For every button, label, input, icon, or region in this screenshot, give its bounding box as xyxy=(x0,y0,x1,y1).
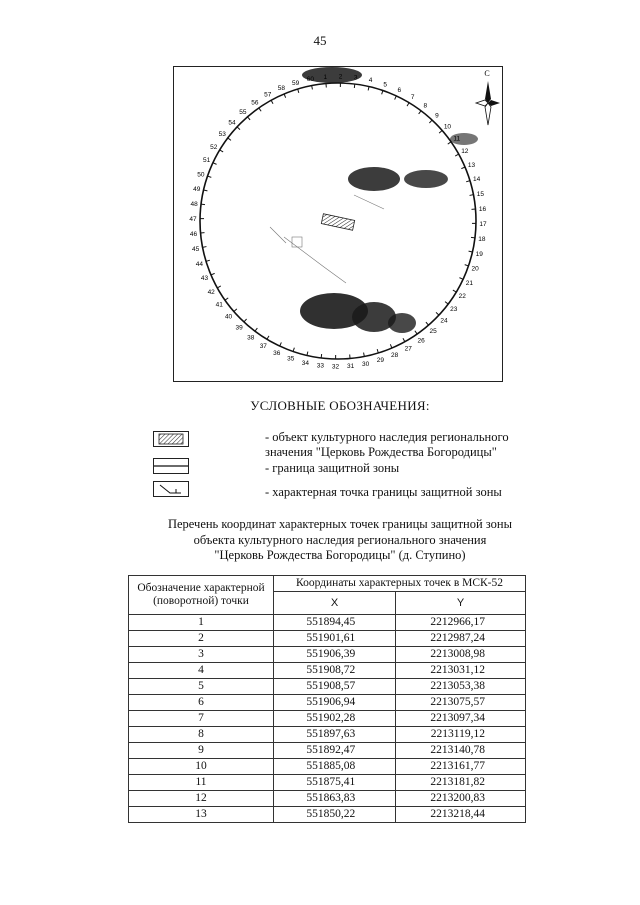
x-coordinate-cell: 551894,45 xyxy=(274,615,396,631)
boundary-point-marker xyxy=(465,265,469,266)
boundary-point-marker xyxy=(395,96,397,100)
y-coordinate-cell: 2213119,12 xyxy=(396,727,526,743)
boundary-point-label: 4 xyxy=(368,77,373,85)
boundary-point-label: 49 xyxy=(193,185,201,193)
boundary-point-label: 12 xyxy=(461,148,469,156)
table-row xyxy=(129,679,526,695)
y-coordinate-cell: 2212966,17 xyxy=(396,615,526,631)
boundary-point-marker xyxy=(455,154,458,156)
y-coordinate-cell: 2213075,57 xyxy=(396,695,526,711)
boundary-point-marker xyxy=(403,338,405,341)
boundary-point-marker xyxy=(244,319,247,322)
characteristic-point-icon xyxy=(153,481,189,497)
boundary-point-marker xyxy=(211,273,215,275)
boundary-point-marker xyxy=(259,108,261,111)
boundary-point-marker xyxy=(247,117,250,120)
boundary-point-label: 19 xyxy=(475,251,483,259)
svg-text:С: С xyxy=(484,69,490,78)
boundary-point-label: 55 xyxy=(239,109,247,117)
point-number-cell: 8 xyxy=(129,727,274,743)
boundary-point-marker xyxy=(234,309,237,312)
boundary-point-label: 33 xyxy=(316,362,324,370)
y-coordinate-cell: 2213200,83 xyxy=(396,791,526,807)
point-number-cell: 1 xyxy=(129,615,274,631)
boundary-point-label: 52 xyxy=(210,143,218,151)
boundary-point-label: 17 xyxy=(479,221,487,229)
coordinates-list-title xyxy=(0,517,640,564)
hatched-object-icon xyxy=(153,431,189,447)
site-plan-map xyxy=(173,66,503,382)
boundary-point-label: 44 xyxy=(195,260,203,268)
boundary-point-marker xyxy=(377,349,378,353)
boundary-point-label: 27 xyxy=(404,345,412,353)
point-number-cell: 11 xyxy=(129,775,274,791)
boundary-point-label: 14 xyxy=(473,176,481,184)
header-x: X xyxy=(274,592,396,615)
boundary-point-label: 50 xyxy=(197,171,205,179)
boundary-point-label: 10 xyxy=(443,123,452,131)
point-number-cell: 3 xyxy=(129,647,274,663)
boundary-point-marker xyxy=(448,142,451,144)
boundary-point-label: 57 xyxy=(264,91,272,99)
boundary-point-marker xyxy=(461,167,465,169)
boundary-point-label: 5 xyxy=(383,81,388,89)
boundary-point-label: 40 xyxy=(224,313,233,321)
y-coordinate-cell: 2213053,38 xyxy=(396,679,526,695)
boundary-point-marker xyxy=(298,89,299,93)
boundary-point-label: 24 xyxy=(440,317,448,325)
boundary-point-label: 51 xyxy=(202,157,211,165)
boundary-point-label: 7 xyxy=(410,94,415,102)
boundary-point-marker xyxy=(255,328,257,331)
boundary-point-label: 22 xyxy=(458,293,466,301)
list-title-line-2: объекта культурного наследия регионального значения xyxy=(193,532,487,547)
boundary-point-marker xyxy=(466,181,470,182)
boundary-point-label: 9 xyxy=(435,112,439,120)
table-row xyxy=(129,631,526,647)
x-coordinate-cell: 551850,22 xyxy=(274,807,396,823)
boundary-point-marker xyxy=(208,176,212,177)
table-row xyxy=(129,791,526,807)
boundary-point-marker xyxy=(426,322,429,325)
boundary-point-label: 58 xyxy=(277,85,285,93)
boundary-point-marker xyxy=(453,290,456,292)
boundary-point-label: 6 xyxy=(397,87,402,95)
page-number: 45 xyxy=(313,33,327,48)
boundary-point-label: 3 xyxy=(353,74,358,82)
boundary-point-marker xyxy=(280,342,282,346)
x-coordinate-cell: 551908,72 xyxy=(274,663,396,679)
map-drawing xyxy=(174,67,503,382)
boundary-point-label: 1 xyxy=(323,74,328,82)
boundary-point-label: 39 xyxy=(235,324,243,332)
boundary-point-label: 11 xyxy=(453,135,461,143)
list-title-line-3: "Церковь Рождества Богородицы" (д. Ступино) xyxy=(214,548,466,562)
table-row xyxy=(129,775,526,791)
x-coordinate-cell: 551902,28 xyxy=(274,711,396,727)
x-coordinate-cell: 551885,08 xyxy=(274,759,396,775)
table-row xyxy=(129,807,526,823)
boundary-point-label: 25 xyxy=(429,327,437,335)
boundary-point-marker xyxy=(271,100,273,103)
boundary-point-label: 56 xyxy=(251,99,259,107)
point-number-cell: 12 xyxy=(129,791,274,807)
boundary-point-marker xyxy=(213,163,217,165)
boundary-point-label: 21 xyxy=(465,279,474,287)
y-coordinate-cell: 2213031,12 xyxy=(396,663,526,679)
boundary-point-label: 43 xyxy=(200,275,209,283)
table-row xyxy=(129,743,526,759)
boundary-point-label: 45 xyxy=(192,246,200,254)
boundary-point-label: 38 xyxy=(247,334,255,342)
boundary-point-label: 35 xyxy=(287,355,295,363)
boundary-point-label: 28 xyxy=(391,351,399,359)
x-coordinate-cell: 551901,61 xyxy=(274,631,396,647)
boundary-point-label: 41 xyxy=(215,301,223,309)
y-coordinate-cell: 2213140,78 xyxy=(396,743,526,759)
boundary-point-marker xyxy=(293,348,294,352)
boundary-point-label: 37 xyxy=(259,342,267,350)
boundary-point-marker xyxy=(459,278,463,280)
legend-item-boundary: - граница защитной зоны xyxy=(265,461,400,475)
list-title-line-1: Перечень координат характерных точек границы защитной зоны xyxy=(167,517,513,531)
x-coordinate-cell: 551892,47 xyxy=(274,743,396,759)
boundary-point-marker xyxy=(390,344,392,348)
boundary-point-label: 18 xyxy=(478,236,486,244)
boundary-point-marker xyxy=(284,94,286,98)
y-coordinate-cell: 2213161,77 xyxy=(396,759,526,775)
point-number-cell: 2 xyxy=(129,631,274,647)
boundary-point-marker xyxy=(382,91,383,95)
boundary-point-label: 48 xyxy=(190,200,198,208)
boundary-point-label: 29 xyxy=(376,357,385,365)
boundary-point-label: 2 xyxy=(338,73,343,81)
boundary-point-marker xyxy=(436,312,439,315)
point-number-cell: 13 xyxy=(129,807,274,823)
boundary-point-label: 42 xyxy=(207,288,215,296)
y-coordinate-cell: 2212987,24 xyxy=(396,631,526,647)
table-row xyxy=(129,711,526,727)
boundary-line-icon xyxy=(153,458,189,474)
x-coordinate-cell: 551908,57 xyxy=(274,679,396,695)
boundary-point-label: 13 xyxy=(467,161,476,169)
boundary-point-marker xyxy=(415,331,417,334)
boundary-point-marker xyxy=(429,120,432,123)
boundary-point-label: 30 xyxy=(362,360,370,368)
x-coordinate-cell: 551906,94 xyxy=(274,695,396,711)
boundary-point-label: 59 xyxy=(291,79,300,87)
boundary-point-marker xyxy=(267,336,269,339)
point-number-cell: 7 xyxy=(129,711,274,727)
boundary-point-label: 46 xyxy=(189,231,198,239)
boundary-point-label: 32 xyxy=(331,363,340,371)
boundary-point-label: 20 xyxy=(471,265,479,273)
header-y: Y xyxy=(396,592,526,615)
point-number-cell: 5 xyxy=(129,679,274,695)
boundary-point-label: 34 xyxy=(301,359,309,367)
y-coordinate-cell: 2213008,98 xyxy=(396,647,526,663)
boundary-point-marker xyxy=(407,103,409,106)
boundary-point-marker xyxy=(217,286,220,288)
north-arrow-icon xyxy=(476,69,500,125)
boundary-point-marker xyxy=(228,138,231,140)
boundary-point-marker xyxy=(220,150,223,152)
x-coordinate-cell: 551897,63 xyxy=(274,727,396,743)
boundary-point-label: 31 xyxy=(347,362,355,370)
boundary-point-label: 23 xyxy=(450,305,458,313)
boundary-point-marker xyxy=(419,111,421,114)
header-coordinates: Координаты характерных точек в МСК-52 xyxy=(274,576,526,592)
header-point-designation: Обозначение характерной (поворотной) точки xyxy=(129,576,274,615)
boundary-point-marker xyxy=(439,130,442,133)
y-coordinate-cell: 2213218,44 xyxy=(396,807,526,823)
boundary-point-marker xyxy=(445,302,448,304)
boundary-point-label: 47 xyxy=(189,215,197,223)
coordinates-table xyxy=(128,575,526,823)
point-number-cell: 9 xyxy=(129,743,274,759)
boundary-point-label: 26 xyxy=(417,337,425,345)
terrain-features xyxy=(300,67,478,333)
table-row xyxy=(129,663,526,679)
point-number-cell: 6 xyxy=(129,695,274,711)
boundary-point-label: 16 xyxy=(478,205,487,213)
table-row xyxy=(129,759,526,775)
table-row xyxy=(129,647,526,663)
boundary-point-marker xyxy=(237,127,240,130)
boundary-point-label: 60 xyxy=(306,76,314,84)
point-number-cell: 10 xyxy=(129,759,274,775)
y-coordinate-cell: 2213097,34 xyxy=(396,711,526,727)
table-row xyxy=(129,695,526,711)
church-object xyxy=(321,214,354,230)
legend-title: УСЛОВНЫЕ ОБОЗНАЧЕНИЯ: xyxy=(250,398,430,413)
boundary-point-label: 36 xyxy=(273,349,281,357)
point-number-cell: 4 xyxy=(129,663,274,679)
table-row xyxy=(129,615,526,631)
x-coordinate-cell: 551906,39 xyxy=(274,647,396,663)
x-coordinate-cell: 551875,41 xyxy=(274,775,396,791)
legend-item-point: - характерная точка границы защитной зоны xyxy=(265,485,502,499)
boundary-point-label: 54 xyxy=(228,119,236,127)
boundary-point-label: 15 xyxy=(476,190,484,198)
boundary-point-label: 8 xyxy=(423,102,428,110)
terrain-lines xyxy=(270,195,384,283)
boundary-point-label: 53 xyxy=(218,131,226,139)
boundary-point-marker xyxy=(206,260,210,261)
x-coordinate-cell: 551863,83 xyxy=(274,791,396,807)
table-row xyxy=(129,727,526,743)
boundary-point-marker xyxy=(225,298,228,300)
y-coordinate-cell: 2213181,82 xyxy=(396,775,526,791)
legend-item-object: - объект культурного наследия регионального значения "Церковь Рождества Богородицы" xyxy=(265,430,509,459)
